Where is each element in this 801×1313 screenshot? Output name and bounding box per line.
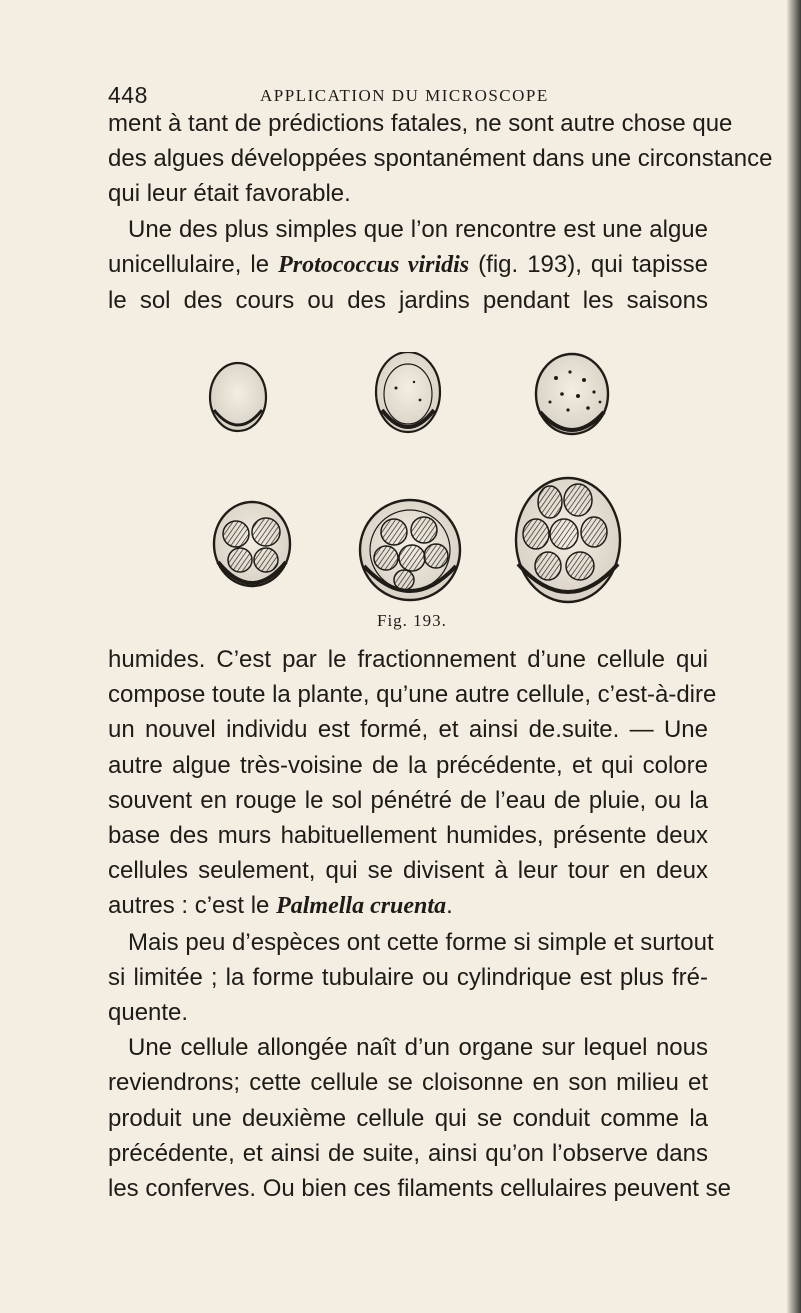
cell-stage-5 — [360, 500, 460, 600]
cell-stage-6 — [516, 478, 620, 602]
text-run: . — [446, 892, 453, 920]
text-line — [108, 247, 708, 283]
text-line: quente. — [108, 999, 189, 1027]
text-block-bottom — [108, 642, 731, 1206]
text-line: précédente, et ainsi de suite, ainsi qu’on l’observe dans — [108, 1139, 708, 1167]
text-line: un nouvel individu est formé, et ainsi de.suite. — Une — [108, 716, 708, 744]
paragraph — [108, 1030, 731, 1206]
text-line: compose toute la plante, qu’une autre cellule, c’est-à-dire — [108, 681, 717, 709]
text-line: ment à tant de prédictions fatales, ne sont autre chose que — [108, 110, 733, 137]
paragraph — [108, 106, 773, 212]
page-edge-shadow — [787, 0, 801, 1313]
text-line: Une cellule allongée naît d’un organe sur lequel nous — [128, 1034, 708, 1062]
text-run: unicellulaire, le — [108, 250, 279, 278]
text-block-top — [108, 106, 773, 318]
cell-stage-1 — [210, 363, 266, 431]
figure-illustration — [200, 352, 630, 612]
running-title: APPLICATION DU MICROSCOPE — [260, 86, 549, 105]
text-line: reviendrons; cette cellule se cloisonne en son milieu et — [108, 1069, 708, 1097]
paragraph — [108, 925, 714, 1031]
text-line: humides. C’est par le fractionnement d’une cellule qui — [108, 646, 708, 673]
text-line: souvent en rouge le sol pénétré de l’eau de pluie, ou la — [108, 786, 708, 814]
text-line: cellules seulement, qui se divisent à leur tour en deux — [108, 857, 708, 885]
text-line: Une des plus simples que l’on rencontre est une algue — [128, 215, 708, 243]
figure-caption: Fig. 193. — [377, 611, 447, 630]
figure-193 — [200, 352, 630, 612]
text-line: Mais peu d’espèces ont cette forme si simple et surtout — [128, 928, 714, 956]
cell-stage-2 — [376, 352, 440, 432]
species-name: Palmella cruenta — [276, 893, 447, 920]
cell-stage-3 — [536, 354, 608, 434]
text-run: autres : c’est le — [108, 892, 277, 920]
text-line: autre algue très-voisine de la précédente, et qui colore — [108, 751, 708, 779]
text-line: produit une deuxième cellule qui se conduit comme la — [108, 1104, 708, 1132]
text-line: si limitée ; la forme tubulaire ou cylindrique est plus fré- — [108, 963, 708, 991]
text-line: le sol des cours ou des jardins pendant les saisons — [108, 287, 708, 315]
text-line: les conferves. Ou bien ces filaments cellulaires peuvent se — [108, 1175, 731, 1203]
text-line — [108, 888, 708, 924]
cell-stage-4 — [214, 502, 290, 586]
page-number: 448 — [108, 82, 148, 108]
text-run: (fig. 193), qui tapisse — [469, 250, 709, 278]
paragraph — [108, 212, 708, 319]
text-line: base des murs habituellement humides, présente deux — [108, 822, 708, 850]
text-line: qui leur était favorable. — [108, 180, 351, 208]
species-name: Protococcus viridis — [278, 251, 470, 278]
paragraph — [108, 642, 717, 925]
text-line: des algues développées spontanément dans une circonstance — [108, 145, 773, 173]
